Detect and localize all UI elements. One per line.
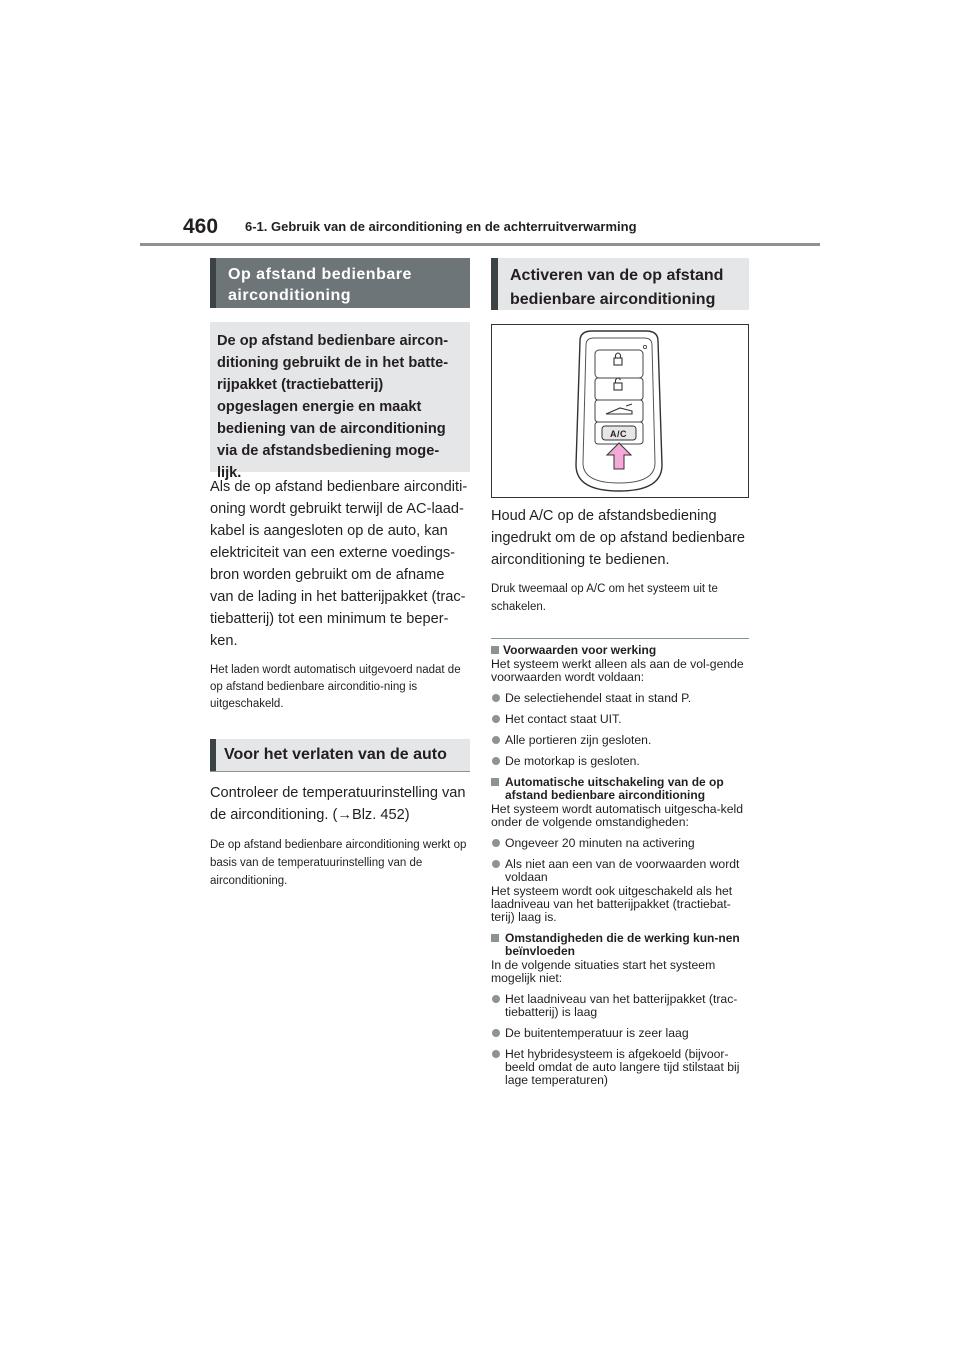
note-charging: Het laden wordt automatisch uitgevoerd nadat de op afstand bedienbare airconditio-ning is uitgeschakeld. <box>210 664 461 710</box>
key-fob-icon <box>492 325 748 497</box>
influence-item: De buitentemperatuur is zeer laag <box>491 1027 749 1040</box>
header-rule <box>140 243 820 246</box>
auto-off-extra: Het systeem wordt ook uitgeschakeld als het laadniveau van het batterijpakket (tractiebat-terij) laag is. <box>491 884 733 924</box>
section-title-remote-ac: Op afstand bedienbare airconditioning <box>210 258 470 308</box>
square-bullet-icon <box>491 646 499 654</box>
paragraph-temperature: Controleer de temperatuurinstelling van de airconditioning. (→Blz. 452) <box>210 785 466 823</box>
section-title-leaving-car: Voor het verlaten van de auto <box>210 739 470 771</box>
running-header: 6-1. Gebruik van de airconditioning en de achterruitverwarming <box>245 219 637 234</box>
condition-item: De selectiehendel staat in stand P. <box>491 692 749 705</box>
section-title-activate: Activeren van de op afstand bedienbare airconditioning <box>491 258 749 310</box>
influence-item: Het hybridesysteem is afgekoeld (bijvoor-beeld omdat de auto langere tijd stilstaat bij lage temperaturen) <box>491 1048 749 1087</box>
auto-off-intro: Het systeem wordt automatisch uitgescha-keld onder de volgende omstandigheden: <box>491 802 743 829</box>
square-bullet-icon <box>491 934 499 942</box>
ac-button-label: A/C <box>610 429 627 439</box>
condition-item: De motorkap is gesloten. <box>491 755 749 768</box>
influence-title: Omstandigheden die de werking kun-nen beïnvloeden <box>491 932 749 958</box>
right-column <box>491 258 749 1087</box>
influence-item: Het laadniveau van het batterijpakket (trac-tiebatterij) is laag <box>491 993 749 1019</box>
instruction-note: Druk tweemaal op A/C om het systeem uit te schakelen. <box>491 583 718 613</box>
notes-divider <box>491 638 749 639</box>
left-column <box>210 258 470 890</box>
auto-off-item: Als niet aan een van de voorwaarden wordt voldaan <box>491 858 749 884</box>
instruction: Houd A/C op de afstandsbediening ingedrukt om de op afstand bedienbare airconditioning te bedienen. <box>491 508 745 568</box>
square-bullet-icon <box>491 778 499 786</box>
conditions-title: Voorwaarden voor werking <box>491 644 749 657</box>
key-fob-figure <box>491 324 749 498</box>
note-temperature: De op afstand bedienbare airconditioning werkt op basis van de temperatuurinstelling van de airconditioning. <box>210 839 467 887</box>
page-number: 460 <box>183 215 219 238</box>
auto-off-item: Ongeveer 20 minuten na activering <box>491 837 749 850</box>
paragraph-ac-cable: Als de op afstand bedienbare airconditi-oning wordt gebruikt terwijl de AC-laad-kabel is aangesloten op de auto, kan elektriciteit van een externe voedings-bron worden gebruikt om de afname van de lading in het batterijpakket (trac-tiebatterij) tot een minimum te beper-ken. <box>210 479 468 649</box>
condition-item: Alle portieren zijn gesloten. <box>491 734 749 747</box>
section-underline <box>210 771 470 772</box>
conditions-intro: Het systeem werkt alleen als aan de vol-gende voorwaarden wordt voldaan: <box>491 657 744 684</box>
auto-off-title: Automatische uitschakeling van de op afstand bedienbare airconditioning <box>491 776 749 802</box>
influence-intro: In de volgende situaties start het systeem mogelijk niet: <box>491 958 716 985</box>
intro-box: De op afstand bedienbare aircon-ditioning gebruikt de in het batte-rijpakket (tractiebatterij) opgeslagen energie en maakt bediening van de airconditioning via de afstandsbediening moge-lijk. <box>210 322 470 472</box>
condition-item: Het contact staat UIT. <box>491 713 749 726</box>
